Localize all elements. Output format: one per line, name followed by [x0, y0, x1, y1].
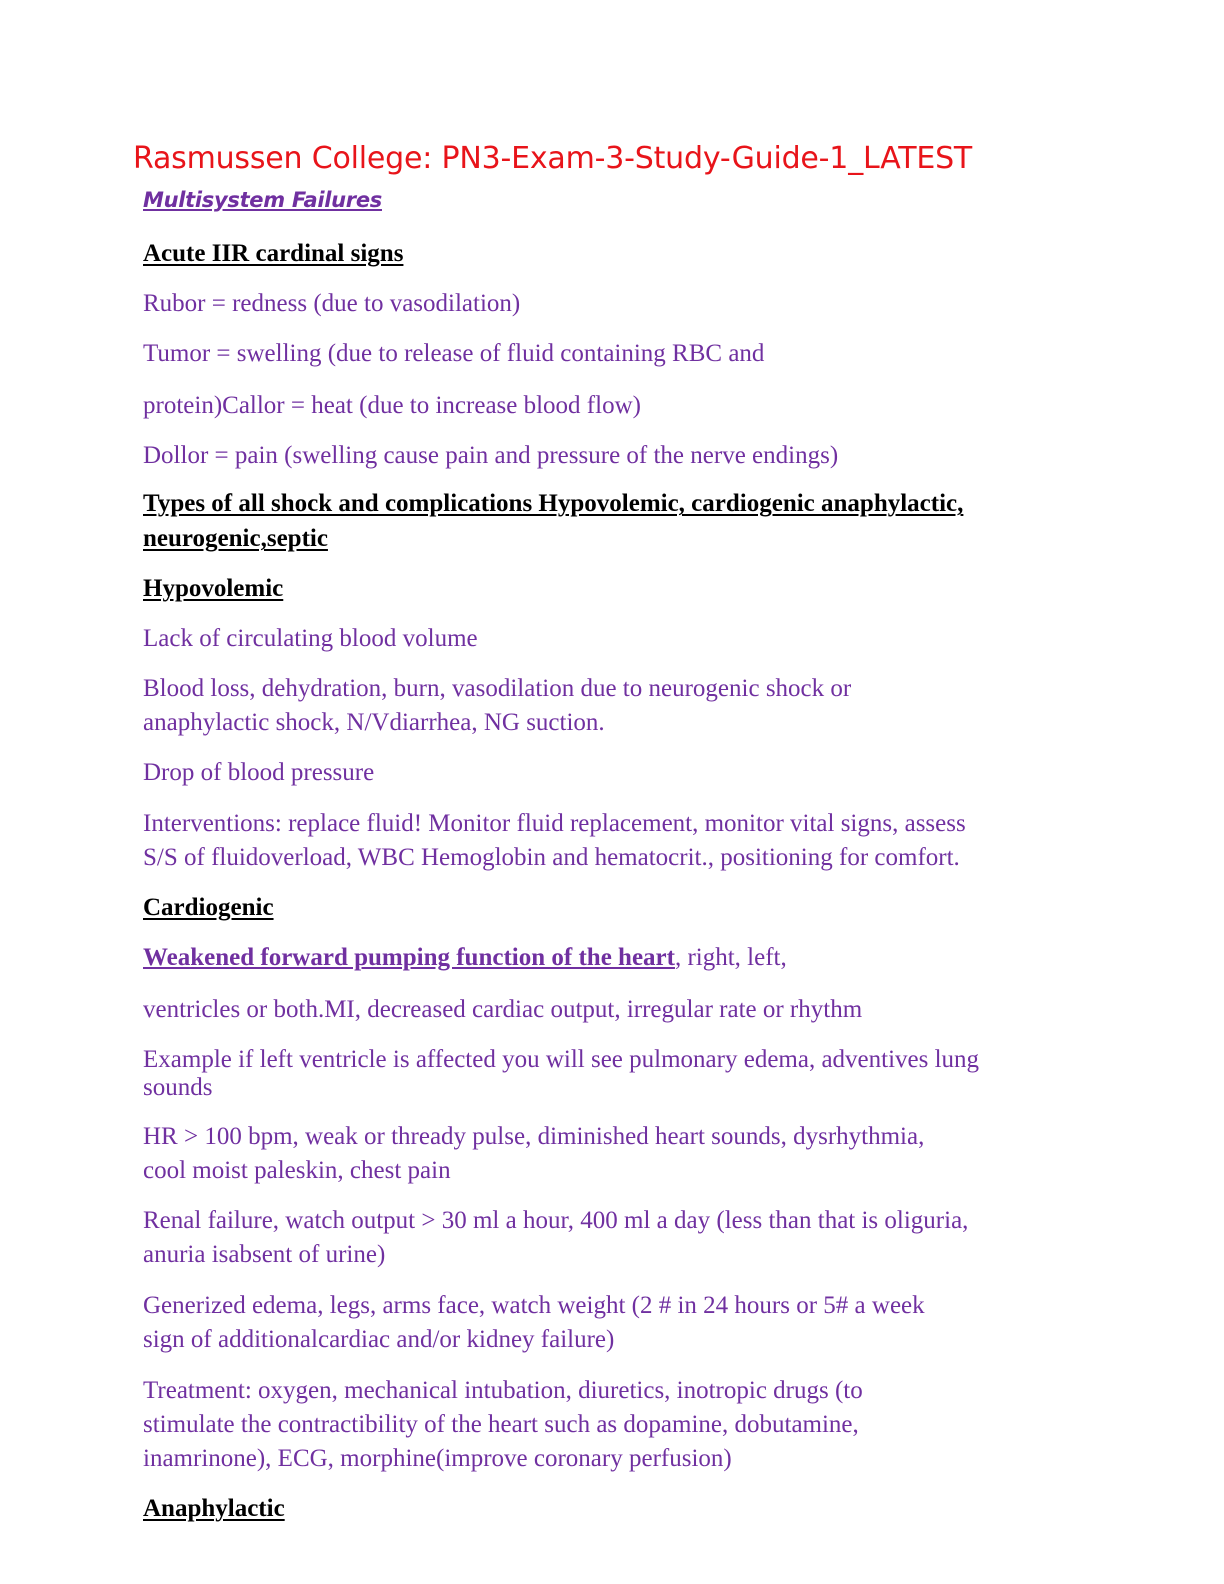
cardiogenic-definition-link[interactable]: Weakened forward pumping function of the heart [143, 944, 675, 971]
cardiogenic-line: sign of additionalcardiac and/or kidney failure) [143, 1326, 615, 1353]
cardiogenic-line: cool moist paleskin, chest pain [143, 1157, 451, 1184]
cardiogenic-line: HR > 100 bpm, weak or thready pulse, diminished heart sounds, dysrhythmia, [143, 1123, 925, 1150]
cardinal-sign-line: Tumor = swelling (due to release of fluid containing RBC and [143, 340, 765, 367]
shock-types-heading: Types of all shock and complications Hypovolemic, cardiogenic anaphylactic, [143, 490, 964, 517]
hypovolemic-line: Interventions: replace fluid! Monitor fluid replacement, monitor vital signs, assess [143, 810, 966, 837]
hypovolemic-line: Lack of circulating blood volume [143, 625, 478, 652]
hypovolemic-line: Blood loss, dehydration, burn, vasodilation due to neurogenic shock or [143, 675, 852, 702]
cardiogenic-line: Treatment: oxygen, mechanical intubation, diuretics, inotropic drugs (to [143, 1377, 863, 1404]
cardiogenic-line: stimulate the contractibility of the heart such as dopamine, dobutamine, [143, 1411, 859, 1438]
cardiogenic-heading: Cardiogenic [143, 894, 274, 921]
document-title: Rasmussen College: PN3-Exam-3-Study-Guide-1_LATEST [133, 141, 973, 176]
cardinal-sign-line: Rubor = redness (due to vasodilation) [143, 290, 521, 317]
anaphylactic-heading: Anaphylactic [143, 1495, 285, 1522]
cardinal-sign-line: protein)Callor = heat (due to increase blood flow) [143, 392, 641, 419]
hypovolemic-line: Drop of blood pressure [143, 759, 375, 786]
cardiogenic-line: inamrinone), ECG, morphine(improve coronary perfusion) [143, 1445, 732, 1472]
cardiogenic-intro-tail: , right, left, [674, 944, 787, 971]
document-subtitle: Multisystem Failures [143, 188, 382, 212]
cardiogenic-line: ventricles or both.MI, decreased cardiac output, irregular rate or rhythm [143, 996, 863, 1023]
cardiogenic-line: Generized edema, legs, arms face, watch weight (2 # in 24 hours or 5# a week [143, 1292, 925, 1319]
hypovolemic-heading: Hypovolemic [143, 575, 284, 602]
cardinal-sign-line: Dollor = pain (swelling cause pain and pressure of the nerve endings) [143, 442, 839, 469]
hypovolemic-line: S/S of fluidoverload, WBC Hemoglobin and hematocrit., positioning for comfort. [143, 844, 960, 871]
cardiogenic-line: Renal failure, watch output > 30 ml a hour, 400 ml a day (less than that is oliguria, [143, 1207, 969, 1234]
cardiogenic-line: sounds [143, 1074, 213, 1101]
cardiogenic-intro-line [143, 945, 787, 970]
cardiogenic-line: Example if left ventricle is affected you will see pulmonary edema, adventives lung [143, 1046, 980, 1073]
shock-types-heading-continued: neurogenic,septic [143, 525, 328, 552]
cardiogenic-line: anuria isabsent of urine) [143, 1241, 386, 1268]
hypovolemic-line: anaphylactic shock, N/Vdiarrhea, NG suction. [143, 709, 605, 736]
cardinal-signs-heading: Acute IIR cardinal signs [143, 240, 404, 267]
